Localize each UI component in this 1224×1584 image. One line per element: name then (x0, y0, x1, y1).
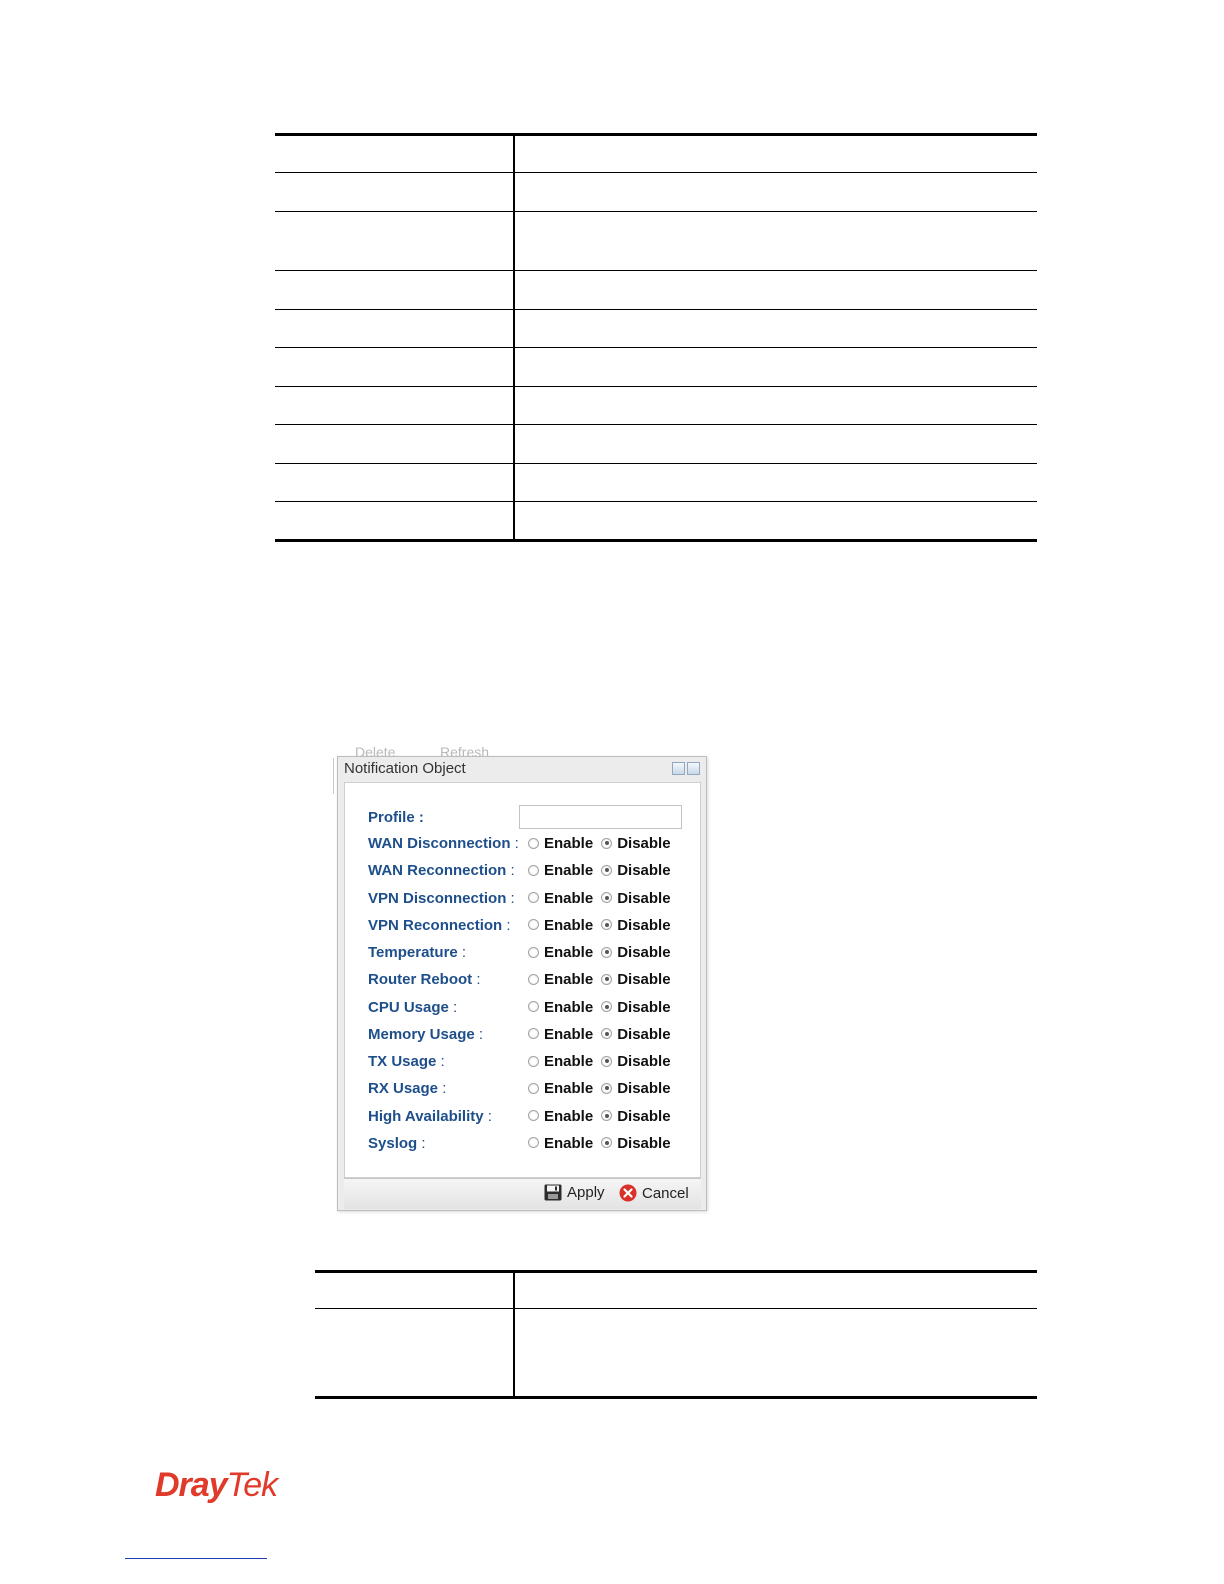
notification-row (368, 944, 698, 962)
enable-radio[interactable] (528, 1028, 539, 1039)
floppy-disk-icon (544, 1184, 562, 1201)
close-icon[interactable] (687, 762, 700, 775)
notification-row (368, 1053, 698, 1071)
disable-radio[interactable] (601, 838, 612, 849)
enable-label: Enable (544, 1080, 594, 1098)
enable-radio[interactable] (528, 1083, 539, 1094)
enable-disable-radios (528, 917, 679, 935)
row-label: WAN Disconnection : (368, 835, 519, 852)
enable-label: Enable (544, 1107, 594, 1125)
disable-label: Disable (617, 1107, 671, 1125)
notification-row (368, 1108, 698, 1126)
notification-row (368, 1135, 698, 1153)
disable-label: Disable (617, 889, 671, 907)
notification-row (368, 1026, 698, 1044)
disable-label: Disable (617, 862, 671, 880)
enable-radio[interactable] (528, 1001, 539, 1012)
enable-label: Enable (544, 889, 594, 907)
disable-label: Disable (617, 1053, 671, 1070)
cancel-button[interactable] (619, 1184, 689, 1202)
row-label: VPN Disconnection : (368, 889, 515, 907)
enable-radio[interactable] (528, 919, 539, 930)
notification-row (368, 1080, 698, 1098)
refresh-link[interactable]: Refresh (440, 744, 490, 756)
row-label: Router Reboot : (368, 971, 481, 989)
enable-label: Enable (544, 998, 594, 1016)
enable-disable-radios (528, 1080, 679, 1098)
disable-radio[interactable] (601, 974, 612, 985)
disable-label: Disable (617, 835, 671, 852)
window-controls (672, 762, 700, 775)
logo-text-tek: Tek (226, 1466, 278, 1504)
row-label: Temperature : (368, 944, 467, 961)
row-label: Memory Usage : (368, 1025, 484, 1043)
enable-disable-radios (528, 862, 679, 880)
maximize-icon[interactable] (672, 762, 685, 775)
row-label: RX Usage : (368, 1080, 447, 1098)
delete-link[interactable]: Delete (355, 744, 396, 756)
enable-label: Enable (544, 971, 594, 989)
enable-disable-radios (528, 971, 679, 989)
profile-input[interactable] (519, 805, 682, 829)
enable-label: Enable (544, 1053, 594, 1070)
dialog-body (344, 782, 701, 1178)
disable-radio[interactable] (601, 1110, 612, 1121)
notification-object-dialog (337, 756, 707, 1211)
row-label: VPN Reconnection : (368, 916, 511, 934)
disable-radio[interactable] (601, 1083, 612, 1094)
draytek-logo (155, 1466, 277, 1505)
notification-row (368, 862, 698, 880)
disable-radio[interactable] (601, 865, 612, 876)
enable-disable-radios (528, 999, 679, 1017)
enable-disable-radios (528, 1135, 679, 1153)
dialog-title: Notification Object (344, 760, 466, 777)
enable-radio[interactable] (528, 1137, 539, 1148)
notification-row (368, 835, 698, 853)
enable-label: Enable (544, 1025, 594, 1043)
enable-label: Enable (544, 1134, 594, 1152)
enable-label: Enable (544, 916, 594, 934)
enable-label: Enable (544, 862, 594, 880)
enable-disable-radios (528, 835, 679, 853)
disable-label: Disable (617, 971, 671, 989)
footer-divider (125, 1558, 267, 1559)
enable-disable-radios (528, 1026, 679, 1044)
enable-disable-radios (528, 1053, 679, 1071)
apply-label: Apply (567, 1184, 605, 1201)
manual-table-top (275, 133, 1037, 542)
disable-radio[interactable] (601, 947, 612, 958)
notification-row (368, 890, 698, 908)
notification-row (368, 999, 698, 1017)
notification-row (368, 917, 698, 935)
enable-disable-radios (528, 944, 679, 962)
row-label: High Availability : (368, 1107, 492, 1125)
disable-radio[interactable] (601, 919, 612, 930)
enable-radio[interactable] (528, 1056, 539, 1067)
enable-disable-radios (528, 890, 679, 908)
dialog-footer (344, 1178, 701, 1209)
disable-radio[interactable] (601, 1001, 612, 1012)
row-label: WAN Reconnection : (368, 862, 515, 880)
enable-radio[interactable] (528, 838, 539, 849)
disable-radio[interactable] (601, 1056, 612, 1067)
cancel-x-icon (619, 1184, 637, 1202)
disable-label: Disable (617, 1025, 671, 1043)
disable-label: Disable (617, 944, 671, 961)
notification-row (368, 971, 698, 989)
cancel-label: Cancel (642, 1184, 689, 1202)
enable-radio[interactable] (528, 947, 539, 958)
disable-radio[interactable] (601, 1028, 612, 1039)
disable-radio[interactable] (601, 1137, 612, 1148)
enable-radio[interactable] (528, 865, 539, 876)
enable-label: Enable (544, 944, 594, 961)
apply-button[interactable] (544, 1184, 605, 1201)
disable-label: Disable (617, 1134, 671, 1152)
disable-label: Disable (617, 998, 671, 1016)
disable-label: Disable (617, 916, 671, 934)
enable-disable-radios (528, 1108, 679, 1126)
enable-radio[interactable] (528, 974, 539, 985)
enable-radio[interactable] (528, 892, 539, 903)
disable-radio[interactable] (601, 892, 612, 903)
profile-label: Profile : (368, 809, 424, 826)
row-label: Syslog : (368, 1134, 426, 1152)
row-label: TX Usage : (368, 1053, 445, 1070)
enable-label: Enable (544, 835, 594, 852)
row-label: CPU Usage : (368, 998, 458, 1016)
logo-text-dray: Dray (155, 1466, 227, 1504)
enable-radio[interactable] (528, 1110, 539, 1121)
disable-label: Disable (617, 1080, 671, 1098)
background-toolbar (335, 742, 535, 756)
manual-table-bottom (315, 1270, 1037, 1399)
